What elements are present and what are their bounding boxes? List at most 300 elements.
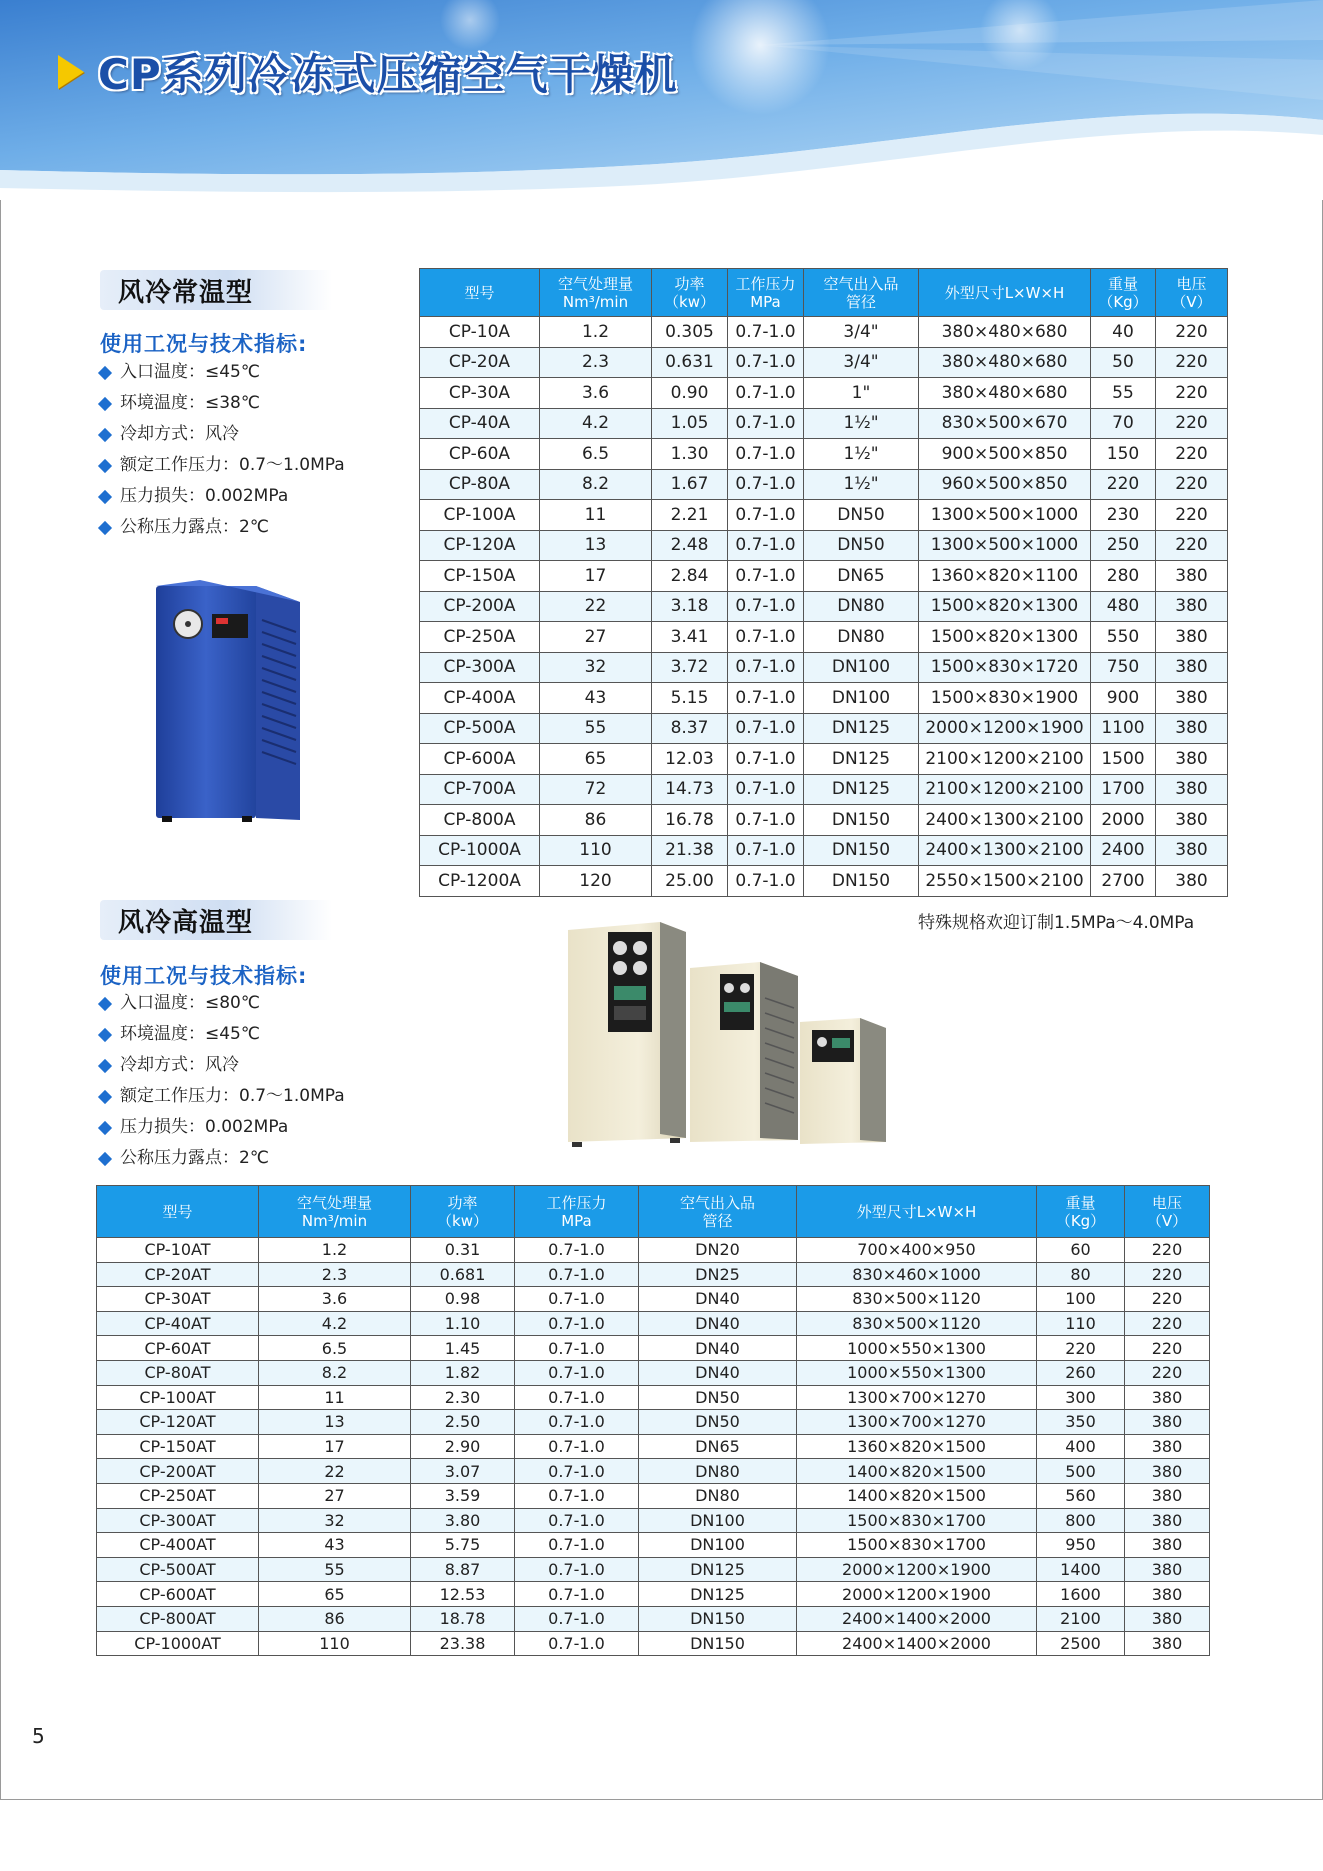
cell-airflow: 86 [259,1606,411,1631]
cell-power: 0.98 [411,1287,515,1312]
cell-pressure: 0.7-1.0 [515,1459,639,1484]
cell-voltage: 220 [1125,1336,1210,1361]
cell-dimensions: 2000×1200×1900 [919,713,1091,744]
cell-model: CP-200A [420,591,540,622]
cell-pipe: DN40 [639,1287,797,1312]
cell-weight: 500 [1037,1459,1125,1484]
cell-power: 21.38 [652,835,728,866]
cell-pipe: DN65 [639,1434,797,1459]
table-row [420,561,1228,592]
cell-weight: 100 [1037,1287,1125,1312]
cell-voltage: 380 [1125,1459,1210,1484]
cell-dimensions: 1500×830×1700 [797,1508,1037,1533]
cell-power: 1.10 [411,1311,515,1336]
spec-item: 入口温度：≤80℃ [100,988,345,1019]
cell-dimensions: 1000×550×1300 [797,1360,1037,1385]
cell-airflow: 6.5 [540,439,652,470]
cell-airflow: 55 [259,1557,411,1582]
spec-item: 环境温度：≤45℃ [100,1019,345,1050]
table-air-cooled-normal [419,268,1228,897]
cell-airflow: 110 [540,835,652,866]
cell-model: CP-20AT [97,1262,259,1287]
cell-model: CP-10AT [97,1238,259,1263]
cell-weight: 1400 [1037,1557,1125,1582]
cell-pipe: DN50 [639,1410,797,1435]
cell-airflow: 55 [540,713,652,744]
spec-item: 压力损失：0.002MPa [100,1112,345,1143]
cell-dimensions: 830×500×1120 [797,1311,1037,1336]
cell-pressure: 0.7-1.0 [728,439,804,470]
cell-model: CP-600AT [97,1582,259,1607]
spec-item: 冷却方式：风冷 [100,1050,345,1081]
header-banner [0,0,1323,200]
cell-power: 0.631 [652,347,728,378]
cell-airflow: 4.2 [540,408,652,439]
cell-dimensions: 2550×1500×2100 [919,866,1091,897]
cell-model: CP-60AT [97,1336,259,1361]
cell-pipe: DN150 [804,805,919,836]
section2-spec-title: 使用工况与技术指标: [100,964,308,988]
table1-body [420,317,1228,897]
diamond-bullet-icon [98,365,112,379]
cell-pressure: 0.7-1.0 [515,1606,639,1631]
table-row [420,774,1228,805]
diamond-bullet-icon [98,1058,112,1072]
table-row [97,1606,1210,1631]
cell-weight: 260 [1037,1360,1125,1385]
table-row [97,1434,1210,1459]
cell-airflow: 6.5 [259,1336,411,1361]
cell-model: CP-40AT [97,1311,259,1336]
cell-airflow: 13 [259,1410,411,1435]
cell-airflow: 43 [540,683,652,714]
spec-item: 环境温度：≤38℃ [100,388,345,419]
cell-voltage: 380 [1125,1434,1210,1459]
cell-airflow: 2.3 [540,347,652,378]
cell-voltage: 220 [1125,1311,1210,1336]
cell-power: 0.90 [652,378,728,409]
cell-pipe: DN80 [639,1459,797,1484]
cell-dimensions: 830×500×670 [919,408,1091,439]
spec-item: 入口温度：≤45℃ [100,357,345,388]
cell-pipe: DN150 [639,1631,797,1656]
cell-airflow: 110 [259,1631,411,1656]
cell-pipe: DN100 [804,683,919,714]
cell-pressure: 0.7-1.0 [728,317,804,348]
cell-dimensions: 2400×1400×2000 [797,1631,1037,1656]
cell-dimensions: 1500×820×1300 [919,622,1091,653]
col-header-model: 型号 [420,269,540,317]
spec-item: 公称压力露点：2℃ [100,1143,345,1174]
table-row [97,1385,1210,1410]
cell-weight: 750 [1091,652,1156,683]
cell-model: CP-40A [420,408,540,439]
cell-weight: 950 [1037,1533,1125,1558]
cell-weight: 300 [1037,1385,1125,1410]
diamond-bullet-icon [98,1151,112,1165]
table-row [97,1459,1210,1484]
cell-voltage: 220 [1156,347,1228,378]
cell-pressure: 0.7-1.0 [515,1631,639,1656]
cell-dimensions: 1500×830×1900 [919,683,1091,714]
cell-dimensions: 380×480×680 [919,317,1091,348]
cell-pipe: DN50 [804,500,919,531]
cell-power: 0.305 [652,317,728,348]
cell-model: CP-150AT [97,1434,259,1459]
cell-weight: 280 [1091,561,1156,592]
cell-model: CP-100A [420,500,540,531]
cell-voltage: 220 [1156,530,1228,561]
cell-voltage: 380 [1125,1410,1210,1435]
col-header-pressure: 工作压力 MPa [515,1186,639,1238]
blue-dryer-product-image [150,580,310,825]
cell-model: CP-10A [420,317,540,348]
table-row [97,1311,1210,1336]
page-number: 5 [32,1724,45,1748]
diamond-bullet-icon [98,1089,112,1103]
cell-pipe: 3/4" [804,317,919,348]
cell-dimensions: 1300×500×1000 [919,530,1091,561]
cell-airflow: 13 [540,530,652,561]
cell-pipe: DN150 [804,835,919,866]
table-row [420,866,1228,897]
table-row [420,408,1228,439]
col-header-power: 功率 （kw） [411,1186,515,1238]
cell-weight: 50 [1091,347,1156,378]
cell-model: CP-400AT [97,1533,259,1558]
cell-pipe: DN40 [639,1336,797,1361]
cell-voltage: 380 [1156,744,1228,775]
cell-model: CP-400A [420,683,540,714]
cell-voltage: 380 [1156,835,1228,866]
cell-voltage: 220 [1125,1238,1210,1263]
cell-power: 12.53 [411,1582,515,1607]
cell-pressure: 0.7-1.0 [728,500,804,531]
cell-pipe: 1½" [804,408,919,439]
table-row [97,1557,1210,1582]
cell-weight: 55 [1091,378,1156,409]
cell-power: 18.78 [411,1606,515,1631]
diamond-bullet-icon [98,520,112,534]
table-row [97,1262,1210,1287]
cell-voltage: 220 [1156,469,1228,500]
cell-model: CP-500A [420,713,540,744]
cell-pressure: 0.7-1.0 [515,1360,639,1385]
cell-pressure: 0.7-1.0 [515,1410,639,1435]
cell-pressure: 0.7-1.0 [515,1557,639,1582]
cell-voltage: 380 [1125,1508,1210,1533]
cell-voltage: 380 [1125,1533,1210,1558]
cell-dimensions: 960×500×850 [919,469,1091,500]
table-row [420,622,1228,653]
table-row [97,1360,1210,1385]
table-row [97,1336,1210,1361]
cell-weight: 40 [1091,317,1156,348]
cell-pipe: DN100 [804,652,919,683]
cell-model: CP-800A [420,805,540,836]
cell-model: CP-150A [420,561,540,592]
table-row [420,805,1228,836]
cell-power: 0.31 [411,1238,515,1263]
cell-voltage: 220 [1156,500,1228,531]
cell-pipe: DN20 [639,1238,797,1263]
cell-power: 1.82 [411,1360,515,1385]
table-row [420,378,1228,409]
diamond-bullet-icon [98,427,112,441]
cell-power: 5.75 [411,1533,515,1558]
cell-voltage: 380 [1125,1557,1210,1582]
cell-airflow: 65 [259,1582,411,1607]
cell-airflow: 27 [259,1483,411,1508]
cell-power: 2.90 [411,1434,515,1459]
cell-weight: 400 [1037,1434,1125,1459]
table-row [97,1410,1210,1435]
cell-pressure: 0.7-1.0 [515,1483,639,1508]
cell-pressure: 0.7-1.0 [728,774,804,805]
cell-pipe: DN80 [804,622,919,653]
cell-pipe: 1½" [804,439,919,470]
cell-model: CP-300AT [97,1508,259,1533]
col-header-voltage: 电压 （V） [1125,1186,1210,1238]
table-row [420,835,1228,866]
table-header-row [97,1186,1210,1238]
cell-pipe: DN125 [639,1582,797,1607]
cell-weight: 80 [1037,1262,1125,1287]
cell-model: CP-20A [420,347,540,378]
cell-dimensions: 2100×1200×2100 [919,744,1091,775]
table-row [420,713,1228,744]
cell-airflow: 22 [259,1459,411,1484]
col-header-model: 型号 [97,1186,259,1238]
cell-dimensions: 1000×550×1300 [797,1336,1037,1361]
cell-weight: 220 [1091,469,1156,500]
cell-pipe: DN100 [639,1508,797,1533]
cell-weight: 560 [1037,1483,1125,1508]
cell-weight: 2700 [1091,866,1156,897]
cell-pressure: 0.7-1.0 [728,622,804,653]
col-header-pipe: 空气出入品 管径 [639,1186,797,1238]
cell-pressure: 0.7-1.0 [728,652,804,683]
cell-pipe: 3/4" [804,347,919,378]
table-row [420,347,1228,378]
cell-model: CP-80A [420,469,540,500]
cell-voltage: 220 [1156,317,1228,348]
cell-pressure: 0.7-1.0 [515,1533,639,1558]
cell-voltage: 380 [1156,713,1228,744]
cell-pipe: DN50 [804,530,919,561]
cell-voltage: 380 [1156,805,1228,836]
cell-voltage: 220 [1156,439,1228,470]
table-row [97,1287,1210,1312]
cell-pipe: DN25 [639,1262,797,1287]
cell-power: 3.07 [411,1459,515,1484]
cell-power: 2.48 [652,530,728,561]
cell-pressure: 0.7-1.0 [728,561,804,592]
cell-weight: 1700 [1091,774,1156,805]
cell-weight: 480 [1091,591,1156,622]
cell-dimensions: 1300×700×1270 [797,1410,1037,1435]
cell-dimensions: 1360×820×1100 [919,561,1091,592]
cell-power: 1.67 [652,469,728,500]
table-header-row [420,269,1228,317]
cell-dimensions: 2000×1200×1900 [797,1582,1037,1607]
section2-label-text: 风冷高温型 [118,907,254,938]
diamond-bullet-icon [98,489,112,503]
cell-power: 16.78 [652,805,728,836]
col-header-airflow: 空气处理量 Nm³/min [540,269,652,317]
cell-model: CP-80AT [97,1360,259,1385]
cell-weight: 1100 [1091,713,1156,744]
cell-power: 2.21 [652,500,728,531]
cell-dimensions: 2400×1400×2000 [797,1606,1037,1631]
cell-airflow: 86 [540,805,652,836]
cell-airflow: 11 [259,1385,411,1410]
cell-pipe: DN100 [639,1533,797,1558]
cell-pipe: DN125 [804,774,919,805]
table-row [97,1238,1210,1263]
cell-dimensions: 1300×700×1270 [797,1385,1037,1410]
cell-weight: 150 [1091,439,1156,470]
cell-voltage: 220 [1125,1287,1210,1312]
cell-airflow: 17 [540,561,652,592]
cell-pipe: DN65 [804,561,919,592]
cell-power: 14.73 [652,774,728,805]
cell-voltage: 380 [1125,1385,1210,1410]
table2-body [97,1238,1210,1656]
cell-dimensions: 830×460×1000 [797,1262,1037,1287]
cell-airflow: 17 [259,1434,411,1459]
cell-airflow: 8.2 [540,469,652,500]
cell-pipe: DN40 [639,1360,797,1385]
title-wrap [58,42,678,102]
col-header-power: 功率 （kw） [652,269,728,317]
cell-weight: 2500 [1037,1631,1125,1656]
cell-dimensions: 1500×820×1300 [919,591,1091,622]
table-row [420,439,1228,470]
cell-airflow: 120 [540,866,652,897]
cell-airflow: 32 [540,652,652,683]
cell-pressure: 0.7-1.0 [728,744,804,775]
section1-label [100,270,332,310]
spec-item: 额定工作压力：0.7～1.0MPa [100,450,345,481]
cell-power: 12.03 [652,744,728,775]
cell-model: CP-800AT [97,1606,259,1631]
cell-airflow: 8.2 [259,1360,411,1385]
cell-airflow: 11 [540,500,652,531]
col-header-pipe: 空气出入品 管径 [804,269,919,317]
cell-voltage: 380 [1156,774,1228,805]
cell-weight: 1500 [1091,744,1156,775]
table-row [97,1483,1210,1508]
diamond-bullet-icon [98,458,112,472]
cell-dimensions: 1300×500×1000 [919,500,1091,531]
cell-power: 8.87 [411,1557,515,1582]
cell-power: 3.18 [652,591,728,622]
cell-airflow: 32 [259,1508,411,1533]
cell-dimensions: 900×500×850 [919,439,1091,470]
cell-dimensions: 2400×1300×2100 [919,805,1091,836]
cell-airflow: 27 [540,622,652,653]
custom-spec-note: 特殊规格欢迎订制1.5MPa～4.0MPa [918,913,1195,933]
cell-power: 2.84 [652,561,728,592]
cell-pipe: 1½" [804,469,919,500]
cell-model: CP-300A [420,652,540,683]
cell-power: 3.59 [411,1483,515,1508]
cell-dimensions: 2100×1200×2100 [919,774,1091,805]
cell-pressure: 0.7-1.0 [728,347,804,378]
cell-pressure: 0.7-1.0 [728,805,804,836]
cell-voltage: 380 [1125,1606,1210,1631]
cell-airflow: 1.2 [259,1238,411,1263]
cell-power: 1.05 [652,408,728,439]
cell-airflow: 4.2 [259,1311,411,1336]
cell-weight: 110 [1037,1311,1125,1336]
cell-pressure: 0.7-1.0 [515,1385,639,1410]
cell-model: CP-60A [420,439,540,470]
cell-voltage: 380 [1156,561,1228,592]
cell-airflow: 22 [540,591,652,622]
table-air-cooled-high-temp [96,1185,1210,1656]
section2-label [100,900,332,940]
cell-dimensions: 1500×830×1720 [919,652,1091,683]
cell-dimensions: 2400×1300×2100 [919,835,1091,866]
col-header-weight: 重量 （Kg） [1091,269,1156,317]
cell-voltage: 380 [1156,622,1228,653]
table-row [97,1508,1210,1533]
cell-power: 3.41 [652,622,728,653]
table-row [420,469,1228,500]
cell-pipe: DN80 [804,591,919,622]
cell-pressure: 0.7-1.0 [728,835,804,866]
cell-pressure: 0.7-1.0 [728,713,804,744]
page-title: CP系列冷冻式压缩空气干燥机 [98,50,678,99]
cell-model: CP-100AT [97,1385,259,1410]
cell-voltage: 220 [1156,378,1228,409]
cell-power: 3.80 [411,1508,515,1533]
table-row [97,1533,1210,1558]
cell-dimensions: 1400×820×1500 [797,1459,1037,1484]
cell-model: CP-500AT [97,1557,259,1582]
title-arrow-icon [58,55,84,89]
cell-airflow: 1.2 [540,317,652,348]
cell-pressure: 0.7-1.0 [728,683,804,714]
cell-pressure: 0.7-1.0 [515,1336,639,1361]
cell-voltage: 380 [1125,1582,1210,1607]
cell-dimensions: 1360×820×1500 [797,1434,1037,1459]
cell-pressure: 0.7-1.0 [515,1262,639,1287]
cell-model: CP-700A [420,774,540,805]
cell-weight: 2400 [1091,835,1156,866]
cell-airflow: 72 [540,774,652,805]
cell-pressure: 0.7-1.0 [728,469,804,500]
table-row [420,500,1228,531]
cell-weight: 60 [1037,1238,1125,1263]
table-row [420,591,1228,622]
cell-model: CP-250A [420,622,540,653]
cell-voltage: 380 [1156,866,1228,897]
cell-weight: 800 [1037,1508,1125,1533]
cell-model: CP-200AT [97,1459,259,1484]
cell-power: 25.00 [652,866,728,897]
cell-model: CP-120A [420,530,540,561]
cell-voltage: 380 [1156,591,1228,622]
cell-voltage: 380 [1156,683,1228,714]
cell-pressure: 0.7-1.0 [728,408,804,439]
cell-pipe: DN125 [804,713,919,744]
spec-item: 压力损失：0.002MPa [100,481,345,512]
table-row [97,1582,1210,1607]
cell-airflow: 3.6 [259,1287,411,1312]
